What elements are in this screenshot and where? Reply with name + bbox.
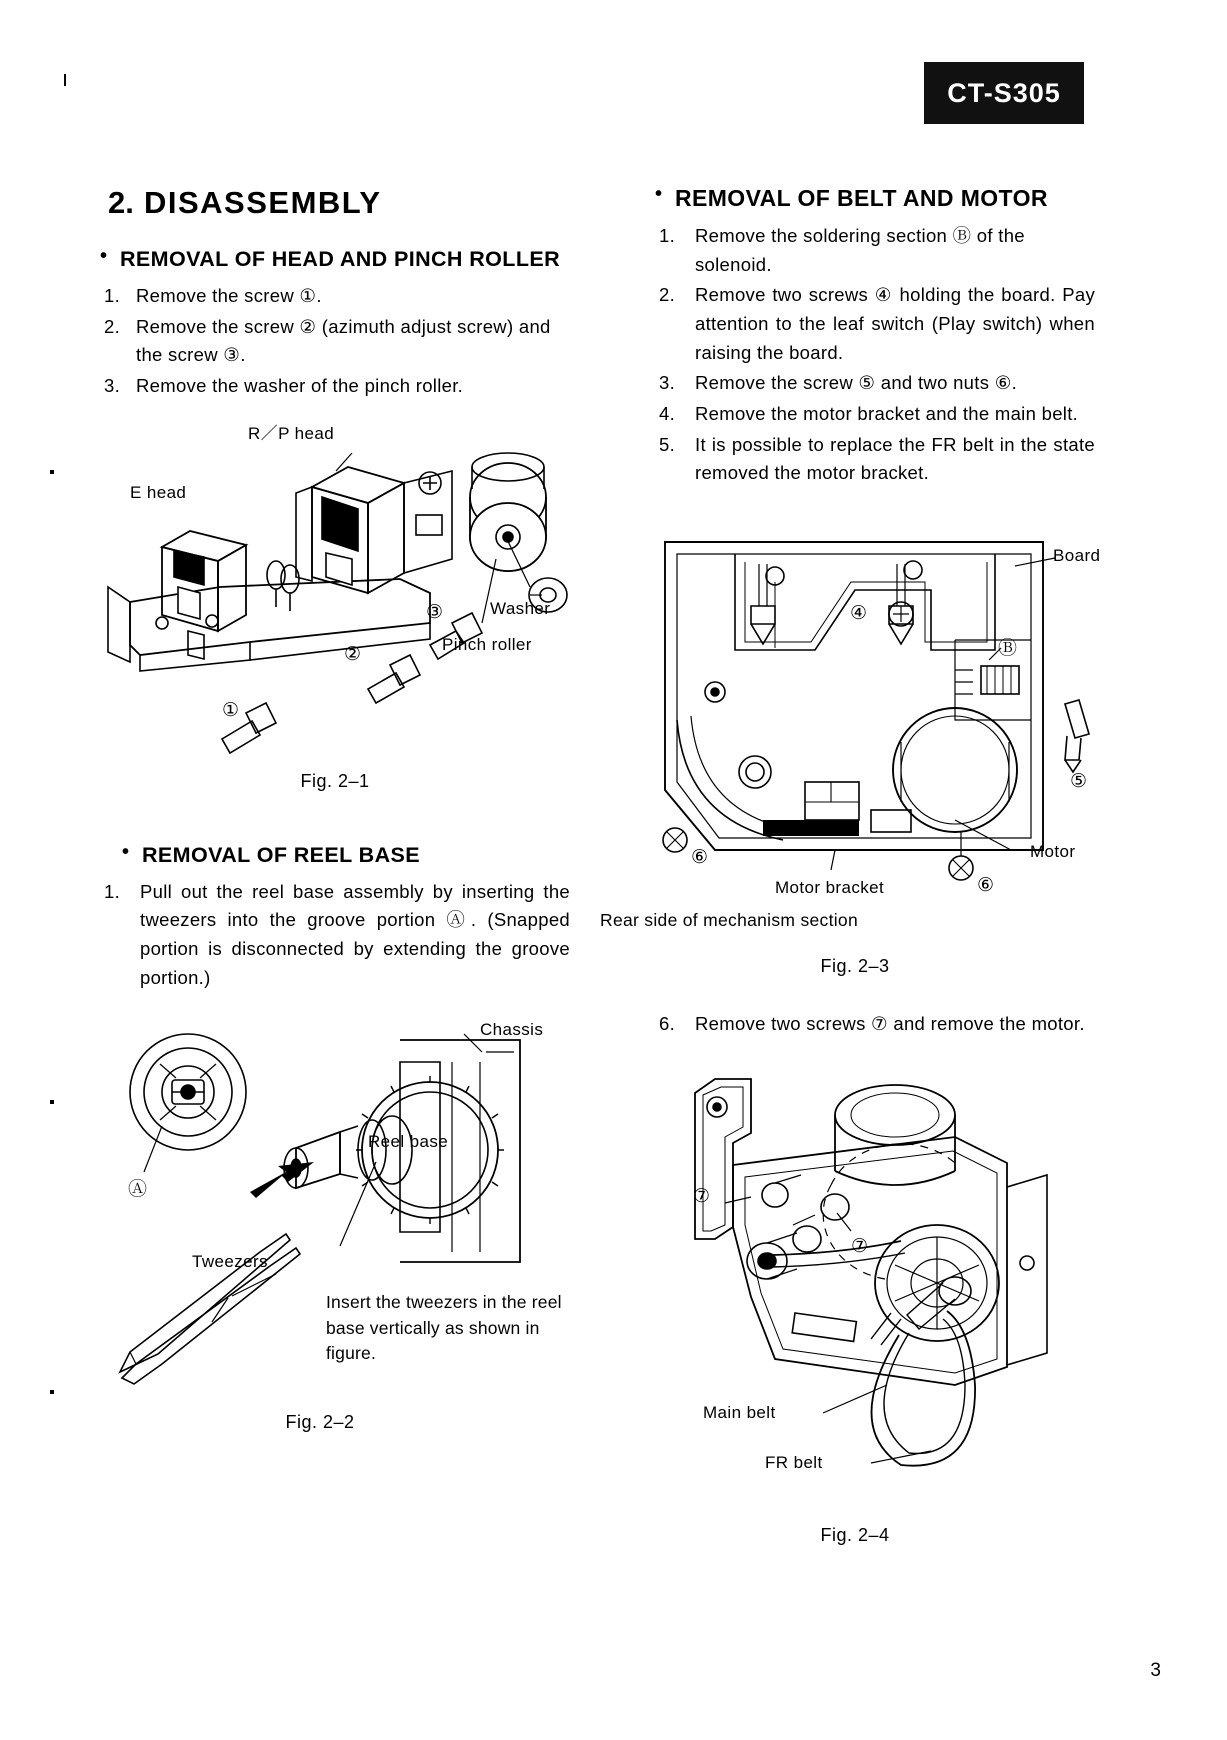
label-screw-3: ③ xyxy=(426,601,444,623)
label-e-head: E head xyxy=(130,482,187,502)
step-number: 4. xyxy=(659,403,676,425)
label-motor-bracket: Motor bracket xyxy=(775,878,885,898)
label-nut-6-a: ⑥ xyxy=(691,847,709,869)
list-item xyxy=(100,372,570,401)
steps-belt-motor xyxy=(655,222,1095,488)
left-column xyxy=(100,185,570,1462)
list-item xyxy=(655,431,1095,488)
heading-belt-motor: • REMOVAL OF BELT AND MOTOR xyxy=(655,185,1095,212)
step-text: Remove the screw ①. xyxy=(136,285,322,306)
step-text: It is possible to replace the FR belt in the state removed the motor bracket. xyxy=(695,433,1095,484)
label-screw-7-a: ⑦ xyxy=(693,1185,711,1207)
step-text: Remove two screws ⑦ and remove the motor. xyxy=(695,1013,1085,1035)
figure-2-4 xyxy=(655,1067,1095,1545)
figure-2-1 xyxy=(100,423,570,817)
figure-note-tweezers: Insert the tweezers in the reel base vertically as shown in figure. xyxy=(326,1292,562,1364)
label-tweezers: Tweezers xyxy=(192,1252,268,1272)
step-number: 1. xyxy=(659,225,676,246)
step-number: 6. xyxy=(659,1013,676,1035)
registration-tick xyxy=(64,74,66,86)
list-item xyxy=(655,1010,1095,1039)
step-number: 2. xyxy=(104,315,121,337)
steps-head-pinch-roller xyxy=(100,282,570,401)
label-washer: Washer xyxy=(490,598,551,618)
right-column xyxy=(600,185,1101,1545)
figure-subcaption-2-3: Rear side of mechanism section xyxy=(600,910,858,931)
figure-caption-2-4: Fig. 2–4 xyxy=(820,1524,890,1545)
list-item xyxy=(655,281,1095,367)
list-item xyxy=(100,282,570,311)
step-number: 3. xyxy=(104,375,121,397)
label-fr-belt: FR belt xyxy=(765,1452,823,1472)
step-number: 1. xyxy=(104,880,121,902)
figure-2-3 xyxy=(600,520,1101,977)
list-item xyxy=(655,400,1095,429)
step-number: 5. xyxy=(659,433,676,455)
steps-belt-motor-continued xyxy=(655,1010,1095,1039)
label-solder-section-b: Ⓑ xyxy=(998,638,1018,660)
list-item xyxy=(100,878,570,993)
step-text: Remove the motor bracket and the main belt. xyxy=(695,403,1079,425)
page-number: 3 xyxy=(1150,1660,1161,1681)
step-text: Remove the screw ⑤ and two nuts ⑥. xyxy=(695,372,1018,394)
figure-caption-2-1: Fig. 2–1 xyxy=(300,770,370,791)
label-motor: Motor xyxy=(1030,842,1076,862)
label-main-belt: Main belt xyxy=(703,1402,776,1422)
label-nut-6-b: ⑥ xyxy=(977,875,995,897)
label-rp-head: R／P head xyxy=(248,423,335,443)
label-pinch-roller: Pinch roller xyxy=(442,634,532,654)
list-item xyxy=(100,313,570,370)
label-screw-5: ⑤ xyxy=(1070,771,1088,793)
step-text: Remove the soldering section Ⓑ of the solenoid. xyxy=(695,225,1025,275)
steps-reel-base xyxy=(100,878,570,993)
label-screw-7-b: ⑦ xyxy=(851,1235,869,1257)
label-marker-a: Ⓐ xyxy=(128,1179,148,1201)
label-reel-base: Reel base xyxy=(368,1132,449,1152)
label-screw-4: ④ xyxy=(850,603,868,625)
step-number: 3. xyxy=(659,372,676,394)
model-badge: CT-S305 xyxy=(924,62,1084,124)
step-text: Remove the screw ② (azimuth adjust screw) and the screw ③. xyxy=(136,315,551,366)
figure-2-2 xyxy=(100,1022,570,1462)
list-item xyxy=(655,369,1095,398)
figure-caption-2-3: Fig. 2–3 xyxy=(820,956,890,977)
list-item xyxy=(655,222,1095,279)
label-chassis: Chassis xyxy=(480,1020,544,1040)
registration-dot xyxy=(50,1390,54,1394)
registration-dot xyxy=(50,1100,54,1104)
label-board: Board xyxy=(1053,546,1101,566)
step-text: Remove two screws ④ holding the board. Pay attention to the leaf switch (Play switch) when raising the board. xyxy=(695,284,1095,363)
heading-head-pinch-roller: • REMOVAL OF HEAD AND PINCH ROLLER xyxy=(100,247,570,272)
page-title xyxy=(108,185,570,221)
step-number: 1. xyxy=(104,285,121,306)
step-text: Remove the washer of the pinch roller. xyxy=(136,375,464,397)
label-screw-1: ① xyxy=(222,699,240,721)
step-text: Pull out the reel base assembly by inserting the tweezers into the groove portion Ⓐ. (Snapped portion is disconnected by extending the groove portion.) xyxy=(140,880,570,988)
registration-dot xyxy=(50,470,54,474)
step-number: 2. xyxy=(659,284,676,306)
figure-caption-2-2: Fig. 2–2 xyxy=(285,1412,355,1433)
section-title-text: DISASSEMBLY xyxy=(143,185,382,220)
heading-reel-base: • REMOVAL OF REEL BASE xyxy=(100,843,570,868)
label-screw-2: ② xyxy=(344,643,362,665)
section-number: 2. xyxy=(108,185,134,220)
